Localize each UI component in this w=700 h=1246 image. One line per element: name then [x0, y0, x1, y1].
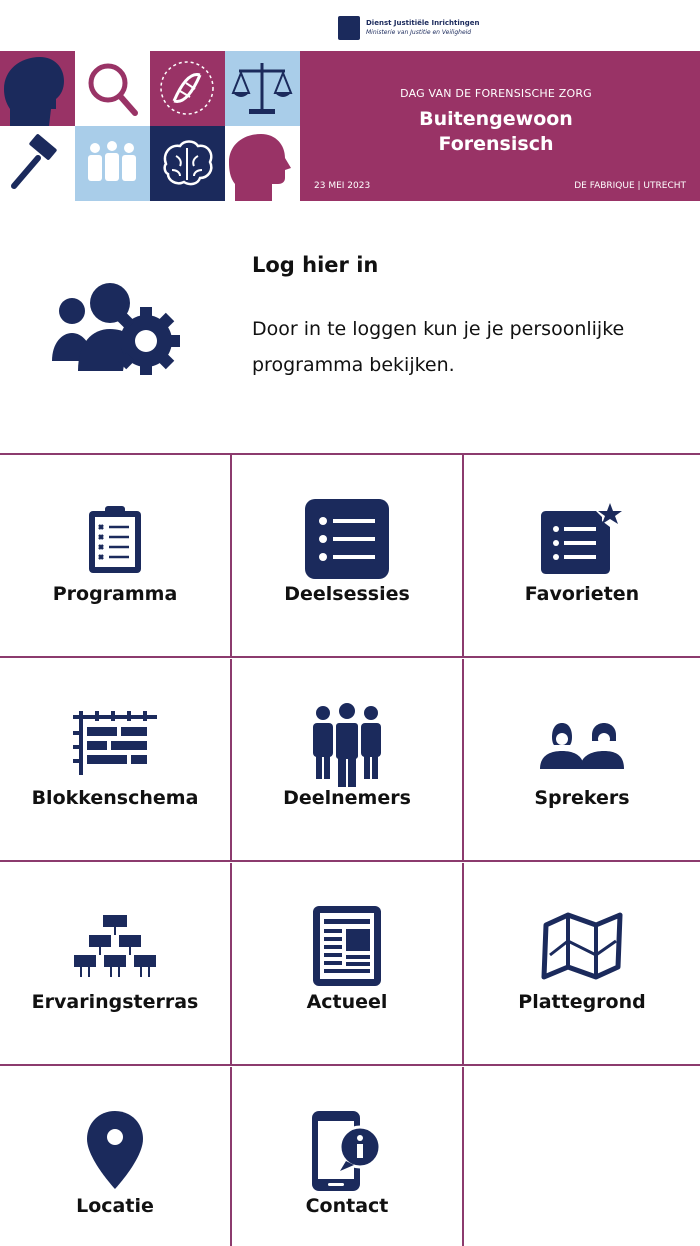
menu-label: Favorieten	[524, 583, 640, 605]
menu-item-deelsessies[interactable]	[232, 455, 464, 658]
menu-label: Programma	[52, 583, 178, 605]
crest-logo-icon	[338, 16, 360, 40]
event-banner	[0, 51, 700, 201]
menu-item-blokkenschema[interactable]	[0, 659, 232, 862]
speakers-icon	[540, 721, 624, 773]
menu-item-favorieten[interactable]	[464, 455, 700, 658]
menu-item-ervaringsterras[interactable]	[0, 863, 232, 1066]
menu-item-plattegrond[interactable]	[464, 863, 700, 1066]
user-settings-icon	[50, 283, 180, 379]
menu-label: Sprekers	[534, 787, 630, 809]
menu-label: Contact	[305, 1195, 389, 1217]
brain-icon	[150, 126, 225, 201]
banner-title-line2: Forensisch	[438, 133, 554, 155]
group-people-icon	[307, 703, 387, 791]
gavel-icon	[0, 126, 75, 201]
menu-label: Actueel	[306, 991, 388, 1013]
menu-item-actueel[interactable]	[232, 863, 464, 1066]
phone-info-icon	[310, 1109, 384, 1197]
people-icon	[75, 126, 150, 201]
map-icon	[540, 911, 624, 985]
dna-icon	[150, 51, 225, 126]
head-silhouette-icon	[0, 51, 75, 126]
menu-label: Ervaringsterras	[31, 991, 199, 1013]
banner-subtitle: DAG VAN DE FORENSISCHE ZORG	[400, 87, 592, 100]
menu-item-programma[interactable]	[0, 455, 232, 658]
banner-title	[300, 107, 692, 157]
news-icon	[312, 905, 382, 991]
login-description: Door in te loggen kun je je persoonlijke programma bekijken.	[252, 318, 625, 376]
menu-item-sprekers[interactable]	[464, 659, 700, 862]
menu-label: Plattegrond	[518, 991, 646, 1013]
banner-venue: DE FABRIQUE | UTRECHT	[574, 181, 686, 191]
list-star-icon	[540, 503, 624, 579]
menu-grid	[0, 453, 700, 1246]
head-profile-icon	[225, 126, 300, 201]
menu-label: Deelsessies	[284, 583, 410, 605]
menu-label: Blokkenschema	[31, 787, 199, 809]
banner-date: 23 MEI 2023	[314, 181, 371, 191]
org-name: Dienst Justitiële Inrichtingen	[366, 19, 480, 27]
schedule-grid-icon	[73, 711, 157, 779]
menu-item-empty	[464, 1067, 700, 1246]
menu-label: Deelnemers	[283, 787, 411, 809]
menu-label: Locatie	[76, 1195, 154, 1217]
location-pin-icon	[85, 1109, 145, 1195]
login-section[interactable]	[0, 201, 700, 453]
org-chart-icon	[72, 915, 158, 983]
login-title[interactable]: Log hier in	[252, 253, 379, 277]
logo-bar	[0, 0, 700, 50]
list-icon	[305, 499, 389, 583]
menu-item-locatie[interactable]	[0, 1067, 232, 1246]
clipboard-checklist-icon	[87, 505, 143, 579]
banner-title-line1: Buitengewoon	[419, 108, 573, 130]
menu-item-contact[interactable]	[232, 1067, 464, 1246]
menu-item-deelnemers[interactable]	[232, 659, 464, 862]
ministry-name: Ministerie van Justitie en Veiligheid	[366, 29, 472, 36]
scales-icon	[225, 51, 300, 126]
magnifier-icon	[75, 51, 150, 126]
